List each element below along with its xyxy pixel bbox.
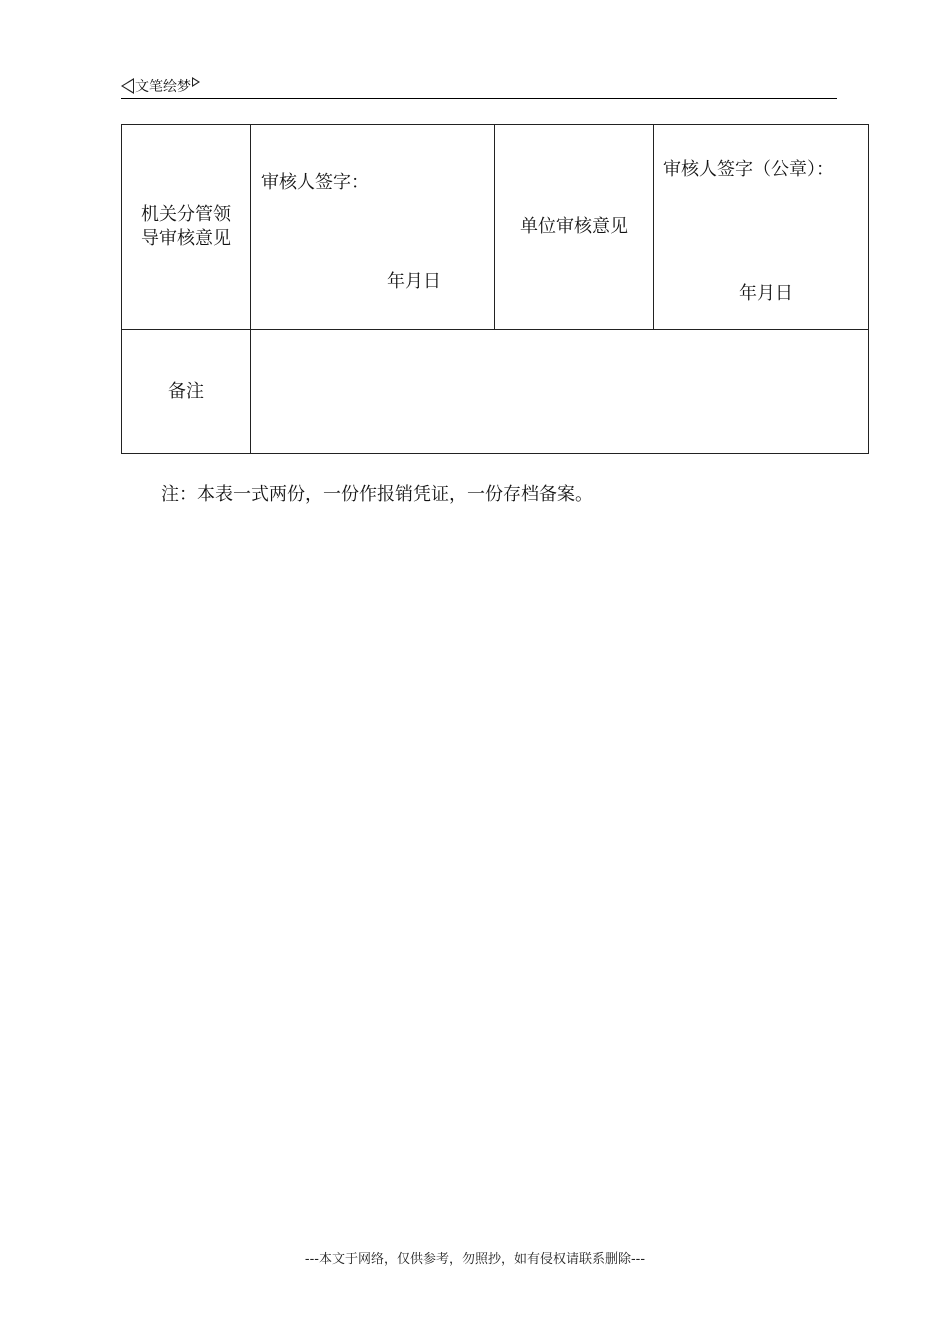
approval-form-table (121, 124, 869, 454)
unit-label: 单位审核意见 (520, 216, 628, 237)
remarks-value-cell[interactable] (251, 330, 869, 454)
leader-sign-label: 审核人签字： (261, 172, 369, 193)
unit-sign-cell[interactable] (654, 125, 869, 330)
header-brand-text: 文笔绘梦 (135, 79, 191, 95)
unit-label-cell (495, 125, 654, 330)
table-row (122, 125, 869, 330)
table-row (122, 330, 869, 454)
leader-date-label: 年月日 (387, 271, 441, 292)
leader-label-cell (122, 125, 251, 330)
page-footer: ---本文于网络，仅供参考，勿照抄，如有侵权请联系删除--- (304, 1252, 646, 1267)
page-header (121, 74, 837, 99)
unit-sign-label: 审核人签字（公章）： (663, 159, 834, 180)
triangle-right-icon (192, 77, 200, 87)
leader-sign-cell[interactable] (251, 125, 495, 330)
header-brand (121, 76, 200, 96)
triangle-left-icon (121, 78, 134, 94)
footnote: 注：本表一式两份，一份作报销凭证，一份存档备案。 (161, 484, 593, 505)
remarks-label: 备注 (168, 380, 204, 402)
leader-label: 机关分管领导审核意见 (141, 204, 231, 249)
unit-date-label: 年月日 (739, 283, 793, 304)
remarks-label-cell (122, 330, 251, 454)
